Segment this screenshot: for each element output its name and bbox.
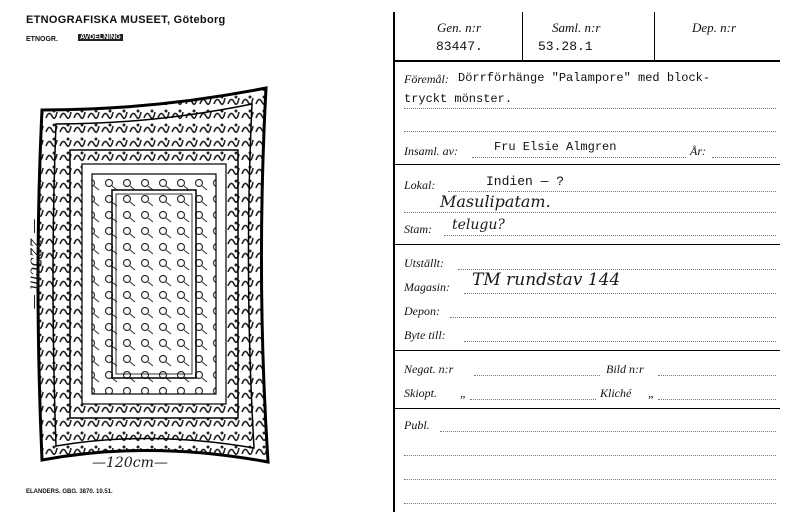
dotted-line: [440, 431, 776, 432]
dotted-line: [404, 503, 776, 504]
dotted-line: [464, 341, 776, 342]
foremal-label: Föremål:: [404, 72, 449, 86]
dotted-line: [658, 375, 776, 376]
stam-label: Stam:: [404, 222, 432, 236]
gen-label: Gen. n:r: [437, 20, 482, 35]
publ-label: Publ.: [404, 418, 430, 432]
lokal-value: Indien — ?: [486, 174, 565, 189]
dotted-line: [464, 293, 776, 294]
insaml-value: Fru Elsie Almgren: [494, 140, 617, 154]
museum-title: ETNOGRAFISKA MUSEET, Göteborg: [26, 14, 226, 26]
dotted-line: [444, 235, 776, 236]
department-stamp: AVDELNING: [80, 34, 121, 41]
dotted-line: [470, 399, 596, 400]
width-note: —120cm—: [92, 455, 168, 471]
rule: [395, 350, 780, 351]
dep-label: Dep. n:r: [692, 20, 737, 35]
header-rule: [395, 60, 780, 62]
col-divider-1: [522, 12, 523, 60]
textile-drawing: [30, 80, 280, 470]
depon-label: Depon:: [404, 304, 440, 318]
rule: [395, 164, 780, 165]
foremal-line2: tryckt mönster.: [404, 92, 513, 106]
skiopt-label: Skiopt.: [404, 386, 437, 400]
dotted-line: [404, 131, 776, 132]
rule: [395, 408, 780, 409]
dotted-line: [712, 157, 776, 158]
printer-mark: ELANDERS. GBG. 3870. 10.51.: [26, 489, 113, 495]
dotted-line: [404, 455, 776, 456]
byte-label: Byte till:: [404, 328, 446, 342]
dotted-line: [404, 108, 776, 109]
dotted-line: [474, 375, 600, 376]
dotted-line: [448, 191, 776, 192]
foremal-line1: Dörrförhänge "Palampore" med block-: [458, 71, 711, 85]
col-divider-2: [654, 12, 655, 60]
dotted-line: [404, 479, 776, 480]
dotted-line: [450, 317, 776, 318]
dotted-line: [472, 157, 686, 158]
card-margin-line: [393, 12, 395, 512]
lokal-handwritten: Masulipatam.: [440, 192, 551, 211]
ar-label: År:: [690, 144, 706, 158]
insaml-label: Insaml. av:: [404, 144, 458, 158]
skiopt-mark: „: [460, 386, 467, 400]
utstallt-label: Utställt:: [404, 256, 445, 270]
dotted-line: [658, 399, 776, 400]
bild-label: Bild n:r: [606, 362, 644, 376]
kliche-mark: „: [648, 386, 655, 400]
kliche-label: Kliché: [600, 386, 632, 400]
saml-value: 53.28.1: [538, 39, 593, 54]
department-label: ETNOGR.: [26, 36, 58, 43]
rule: [395, 244, 780, 245]
negat-label: Negat. n:r: [404, 362, 454, 376]
stam-value: telugu?: [452, 217, 505, 233]
saml-label: Saml. n:r: [552, 20, 601, 35]
height-note: — 225cm —: [26, 218, 45, 310]
lokal-label: Lokal:: [404, 178, 436, 192]
gen-value: 83447.: [436, 39, 483, 54]
dotted-line: [404, 212, 776, 213]
magasin-label: Magasin:: [404, 280, 450, 294]
magasin-value: TM rundstav 144: [472, 270, 621, 290]
